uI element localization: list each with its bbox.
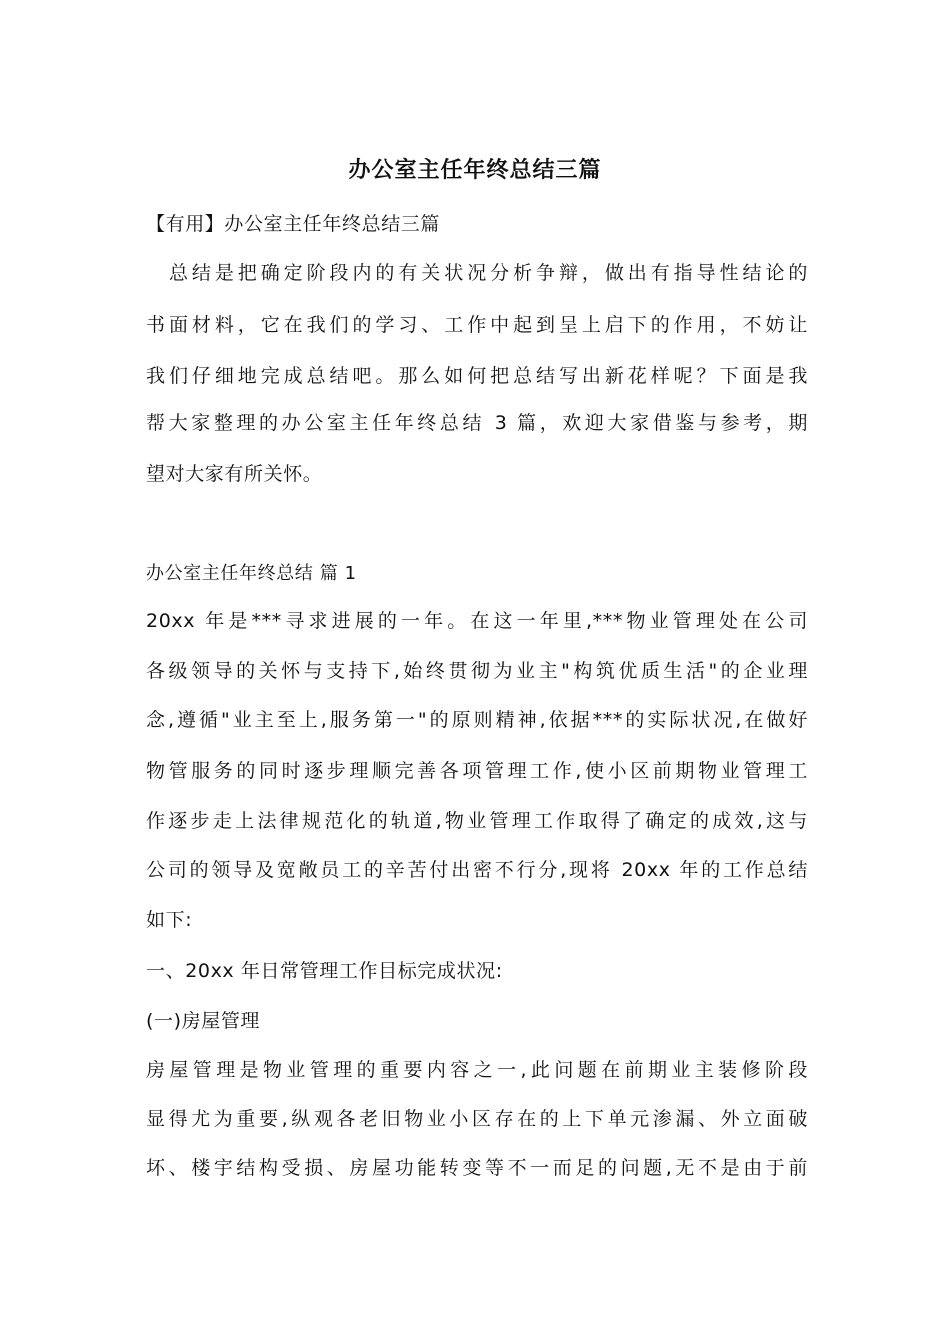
intro-line-2: 书面材料，它在我们的学习、工作中起到呈上启下的作用，不妨让 bbox=[146, 314, 808, 336]
body-line-1: 20xx 年是***寻求进展的一年。在这一年里,***物业管理处在公司 bbox=[146, 610, 808, 632]
body-line-2: 各级领导的关怀与支持下,始终贯彻为业主"构筑优质生活"的企业理 bbox=[146, 660, 808, 682]
section-heading: 办公室主任年终总结 篇 1 bbox=[146, 563, 357, 584]
intro-line-4: 帮大家整理的办公室主任年终总结 3 篇，欢迎大家借鉴与参考，期 bbox=[146, 412, 808, 434]
sub-heading-1: 一、20xx 年日常管理工作目标完成状况: bbox=[146, 960, 503, 982]
tail-line-2: 显得尤为重要,纵观各老旧物业小区存在的上下单元渗漏、外立面破 bbox=[146, 1108, 808, 1130]
sub-heading-2: (一)房屋管理 bbox=[146, 1010, 261, 1032]
document-subtitle: 【有用】办公室主任年终总结三篇 bbox=[146, 213, 441, 235]
body-line-6: 公司的领导及宽敞员工的辛苦付出密不行分,现将 20xx 年的工作总结 bbox=[146, 859, 808, 881]
intro-line-3: 我们仔细地完成总结吧。那么如何把总结写出新花样呢？下面是我 bbox=[146, 365, 808, 387]
body-line-3: 念,遵循"业主至上,服务第一"的原则精神,依据***的实际状况,在做好 bbox=[146, 709, 808, 731]
body-line-4: 物管服务的同时逐步理顺完善各项管理工作,使小区前期物业管理工 bbox=[146, 760, 808, 782]
tail-line-3: 坏、楼宇结构受损、房屋功能转变等不一而足的问题,无不是由于前 bbox=[146, 1157, 808, 1179]
body-line-5: 作逐步走上法律规范化的轨道,物业管理工作取得了确定的成效,这与 bbox=[146, 810, 808, 832]
tail-line-1: 房屋管理是物业管理的重要内容之一,此问题在前期业主装修阶段 bbox=[146, 1059, 808, 1081]
intro-line-5: 望对大家有所关怀。 bbox=[146, 463, 323, 485]
intro-line-1: 总结是把确定阶段内的有关状况分析争辩，做出有指导性结论的 bbox=[146, 262, 808, 284]
document-title: 办公室主任年终总结三篇 bbox=[348, 157, 602, 183]
body-line-7: 如下: bbox=[146, 909, 193, 931]
